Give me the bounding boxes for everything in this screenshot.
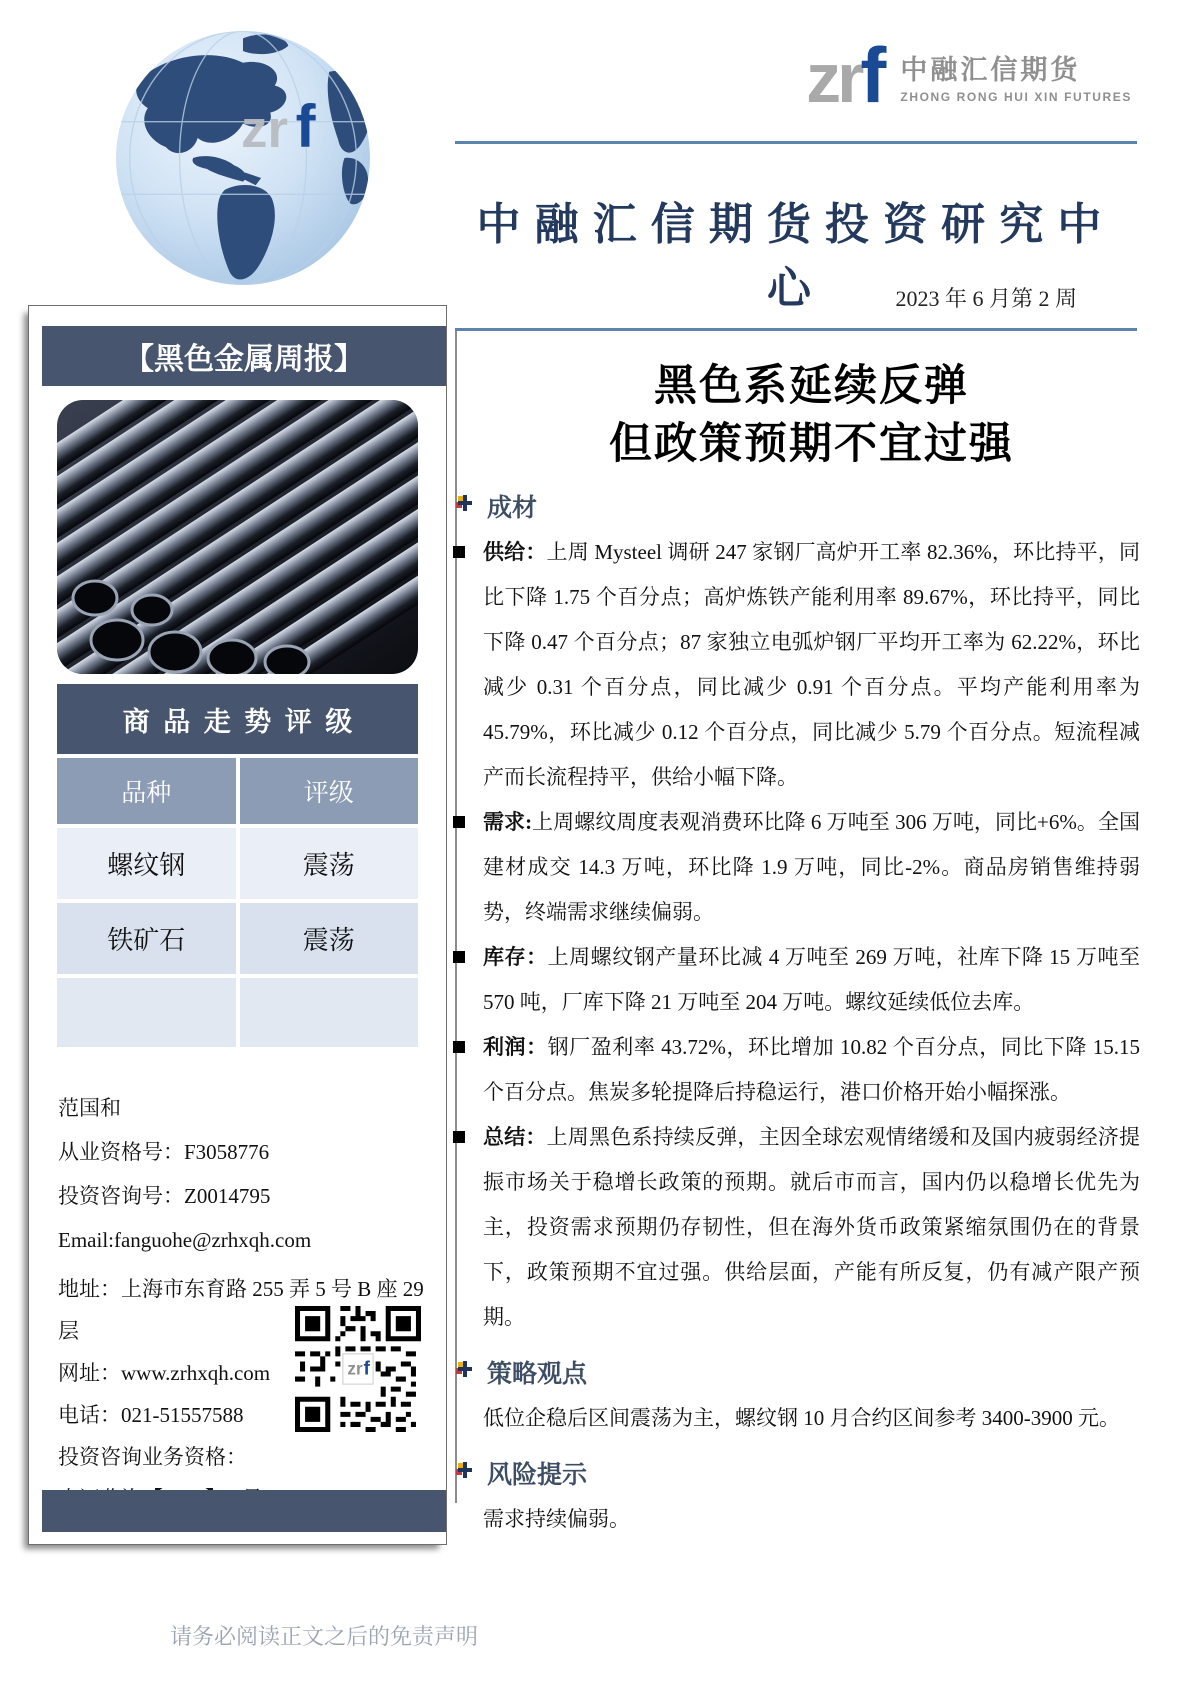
license-label: 投资咨询业务资格：: [58, 1445, 247, 1469]
square-bullet-icon: [453, 1131, 465, 1143]
globe-logo-icon: [98, 22, 388, 294]
risk-text: 需求持续偏弱。: [483, 1507, 630, 1531]
bullet-label: 总结：: [483, 1125, 547, 1149]
bullet-demand: [483, 800, 1140, 935]
section-heading-products: [455, 488, 1140, 524]
rating-table: [57, 758, 418, 1051]
section-title: 风险提示: [487, 1462, 588, 1489]
svg-text:zr: zr: [347, 1358, 363, 1379]
column-header-variety: 品种: [57, 758, 236, 824]
sidebar-footer-bar: [42, 1490, 446, 1532]
issue-date: 2023 年 6 月第 2 周: [895, 286, 1077, 311]
brand-zrf-icon: [806, 30, 886, 121]
section-bullet-icon: [455, 1358, 475, 1386]
square-bullet-icon: [453, 1041, 465, 1053]
bullet-inventory: [483, 935, 1140, 1025]
bullet-profit: [483, 1025, 1140, 1115]
brand-f-text: f: [860, 31, 887, 119]
bullet-text: 上周螺纹钢产量环比减 4 万吨至 269 万吨，社库下降 15 万吨至 570 吨，厂库下降 21 万吨至 204 万吨。螺纹延续低位去库。: [483, 945, 1141, 1014]
cell-variety: 铁矿石: [57, 903, 236, 974]
strategy-text: 低位企稳后区间震荡为主，螺纹钢 10 月合约区间参考 3400-3900 元。: [483, 1406, 1120, 1430]
cell-variety: [57, 978, 236, 1047]
contact-address: 地址：上海市东育路 255 弄 5 号 B 座 29 层: [58, 1277, 424, 1343]
section-bullet-icon: [455, 1459, 475, 1487]
contact-phone: 电话：021-51557588: [58, 1403, 244, 1427]
brand-zr-text: zr: [806, 39, 861, 117]
cell-rating: 震荡: [240, 903, 419, 974]
analyst-name: 范国和: [58, 1096, 121, 1120]
weekly-report-banner: 【黑色金属周报】: [42, 326, 446, 386]
table-header-row: [57, 758, 418, 824]
analyst-block: [58, 1086, 311, 1262]
cell-rating: 震荡: [240, 828, 419, 899]
bullet-label: 供给：: [483, 540, 547, 564]
page-title: 中融汇信期货投资研究中心: [476, 200, 1116, 313]
table-row: [57, 978, 418, 1047]
square-bullet-icon: [453, 546, 465, 558]
brand-en-name: ZHONG RONG HUI XIN FUTURES: [900, 89, 1132, 104]
section-title: 策略观点: [487, 1361, 588, 1388]
bullet-text: 上周黑色系持续反弹，主因全球宏观情绪缓和及国内疲弱经济提振市场关于稳增长政策的预期。就后市而言，国内仍以稳增长优先为主，投资需求预期仍存韧性，但在海外货币政策紧缩氛围仍在的背景下，政策预期不宜过强。供给层面，产能有所反复，仍有减产限产预期。: [483, 1125, 1141, 1329]
bullet-text: 上周 Mysteel 调研 247 家钢厂高炉开工率 82.36%，环比持平，同比下降 1.75 个百分点；高炉炼铁产能利用率 89.67%，环比持平，同比下降 0.47 个百分点；87 家独立电弧炉钢厂平均开工率为 62.22%，环比减少 0.31 个百分点，同比减少 0.91 个百分点。平均产能利用率为 45.79%，环比减少 0.12 个百分点，同比减少 5.79 个百分点。短流程减产而长流程持平，供给小幅下降。: [483, 540, 1140, 789]
square-bullet-icon: [453, 951, 465, 963]
analyst-email: Email:fanguohe@zrhxqh.com: [58, 1228, 312, 1252]
bullet-text: 钢厂盈利率 43.72%，环比增加 10.82 个百分点，同比下降 15.15 个百分点。焦炭多轮提降后持稳运行，港口价格开始小幅探涨。: [483, 1035, 1140, 1104]
section-title: 成材: [487, 495, 538, 522]
section-heading-risk: [455, 1455, 1140, 1491]
bullet-text: 上周螺纹周度表观消费环比降 6 万吨至 306 万吨，同比+6%。全国建材成交 14.3 万吨，环比降 1.9 万吨，同比-2%。商品房销售维持弱势，终端需求继续偏弱。: [483, 810, 1140, 924]
header-rule-bottom: [455, 328, 1137, 331]
svg-text:f: f: [295, 93, 316, 161]
svg-text:f: f: [363, 1358, 370, 1380]
qr-code: [295, 1306, 421, 1432]
steel-pipes-image: [57, 400, 418, 674]
svg-text:zr: zr: [241, 100, 288, 160]
analyst-advisory-no: 投资咨询号：Z0014795: [58, 1184, 271, 1208]
section-heading-strategy: [455, 1354, 1140, 1390]
brand-logo: [806, 30, 1132, 121]
bullet-supply: [483, 530, 1140, 800]
brand-cn-name: 中融汇信期货: [900, 54, 1081, 85]
rating-table-title: 商品走势评级: [57, 684, 418, 754]
square-bullet-icon: [453, 816, 465, 828]
header-rule-top: [455, 141, 1137, 144]
bullet-label: 库存：: [483, 945, 548, 969]
column-header-rating: 评级: [240, 758, 419, 824]
contact-website: 网址：www.zrhxqh.com: [58, 1361, 271, 1385]
sidebar: [28, 305, 447, 1545]
main-content: [483, 358, 1140, 1542]
bullet-label: 需求:: [483, 810, 533, 834]
bullet-summary: [483, 1115, 1140, 1340]
section-bullet-icon: [455, 492, 475, 520]
table-row: [57, 828, 418, 899]
bullet-label: 利润：: [483, 1035, 548, 1059]
report-headline-line2: 但政策预期不宜过强: [609, 421, 1014, 468]
analyst-qualification: 从业资格号：F3058776: [58, 1140, 270, 1164]
disclaimer-note: 请务必阅读正文之后的免责声明: [170, 1624, 479, 1649]
cell-variety: 螺纹钢: [57, 828, 236, 899]
table-row: [57, 903, 418, 974]
report-headline-line1: 黑色系延续反弹: [654, 363, 969, 410]
cell-rating: [240, 978, 419, 1047]
